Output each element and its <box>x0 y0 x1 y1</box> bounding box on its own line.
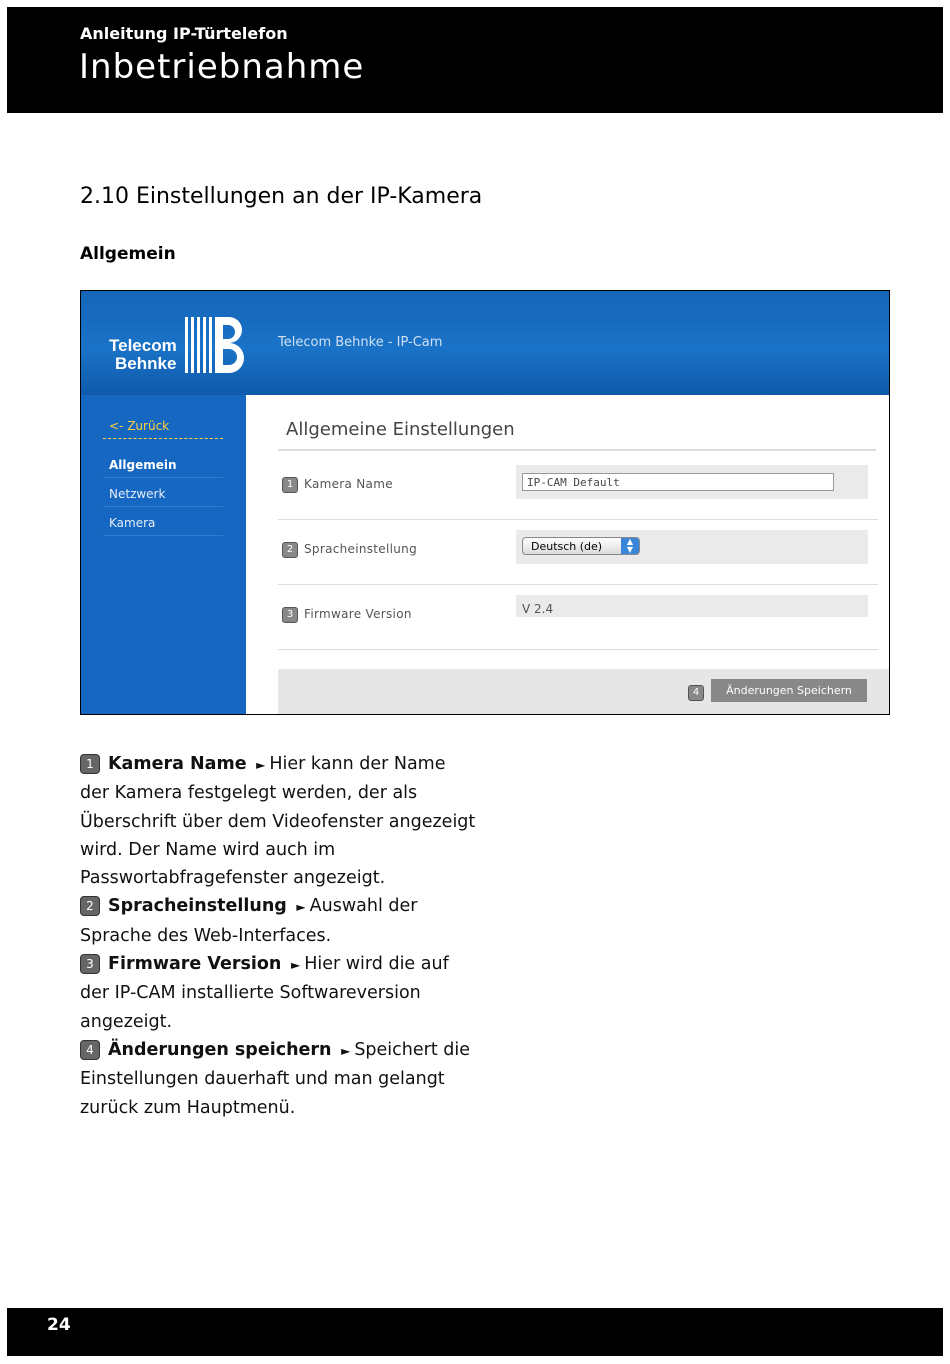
sidebar-item-label: Netzwerk <box>109 487 166 501</box>
firmware-version-value: V 2.4 <box>522 602 554 616</box>
marker-3-icon: 3 <box>282 607 298 623</box>
telecom-behnke-logo <box>109 315 249 379</box>
settings-title: Allgemeine Einstellungen <box>286 419 515 440</box>
marker-4-icon: 4 <box>80 1040 100 1060</box>
sidebar <box>81 395 246 714</box>
screenshot-figure <box>80 290 890 715</box>
sidebar-item-label: Allgemein <box>109 458 177 472</box>
description-item <box>80 750 480 892</box>
marker-1-icon: 1 <box>282 477 298 493</box>
marker-2-icon: 2 <box>80 896 100 916</box>
language-select-value: Deutsch (de) <box>531 540 603 553</box>
sidebar-item-kamera[interactable] <box>103 507 223 536</box>
sidebar-item-label: Kamera <box>109 516 156 530</box>
sidebar-divider <box>103 438 223 439</box>
page-footer <box>7 1308 943 1356</box>
spracheinstellung-label: Spracheinstellung <box>304 542 417 556</box>
page-header <box>7 7 943 113</box>
description-item <box>80 1036 480 1122</box>
app-banner <box>81 291 889 395</box>
section-title: 2.10 Einstellungen an der IP-Kamera <box>80 184 483 209</box>
description-item <box>80 892 480 950</box>
row-firmware-version <box>278 585 878 650</box>
settings-content <box>246 395 889 714</box>
arrow-icon: ► <box>256 758 266 772</box>
marker-3-icon: 3 <box>80 954 100 974</box>
marker-2-icon: 2 <box>282 542 298 558</box>
description-item <box>80 950 480 1036</box>
language-select[interactable] <box>522 537 640 555</box>
kamera-name-label: Kamera Name <box>304 477 393 491</box>
row-spracheinstellung <box>278 520 878 585</box>
marker-4-icon: 4 <box>688 685 704 701</box>
page-number: 24 <box>47 1315 71 1335</box>
back-link[interactable]: <- Zurück <box>109 419 170 433</box>
logo-line1: Telecom <box>109 336 177 355</box>
arrow-icon: ► <box>296 900 306 915</box>
marker-1-icon: 1 <box>80 754 100 774</box>
description-term: Firmware Version <box>108 954 282 975</box>
kamera-name-input[interactable]: IP-CAM Default <box>522 473 834 491</box>
section-subheading: Allgemein <box>80 244 176 264</box>
arrow-icon: ► <box>341 1043 351 1058</box>
title-rule <box>278 449 876 451</box>
header-title: Inbetriebnahme <box>79 47 365 87</box>
description-text: Hier wird die auf der IP-CAM installierte Softwareversion angezeigt. <box>80 954 449 1032</box>
sidebar-item-allgemein[interactable] <box>103 449 223 478</box>
logo-b-mark-icon <box>185 315 245 375</box>
sidebar-item-netzwerk[interactable] <box>103 478 223 507</box>
firmware-version-label: Firmware Version <box>304 607 412 621</box>
select-arrows-icon: ▲ ▼ <box>621 538 639 554</box>
app-brand-text: Telecom Behnke - IP-Cam <box>278 335 443 350</box>
settings-footer <box>278 669 889 714</box>
description-text: Auswahl der Sprache des Web-Interfaces. <box>80 896 418 946</box>
description-term: Spracheinstellung <box>108 896 287 917</box>
header-subtitle: Anleitung IP-Türtelefon <box>80 24 288 43</box>
description-list <box>80 750 480 1122</box>
row-kamera-name <box>278 455 878 520</box>
logo-line2: Behnke <box>115 354 177 373</box>
save-changes-button[interactable]: Änderungen Speichern <box>711 679 867 702</box>
description-text: Speichert die Einstellungen dauerhaft und man gelangt zurück zum Hauptmenü. <box>80 1039 470 1118</box>
description-text: Hier kann der Name der Kamera festgelegt werden, der als Überschrift über dem Videofenster angezeigt wird. Der Name wird auch im Passwortabfragefenster angezeigt. <box>80 754 476 889</box>
description-term: Kamera Name <box>108 754 247 774</box>
arrow-icon: ► <box>290 958 301 973</box>
description-term: Änderungen speichern <box>108 1039 332 1060</box>
